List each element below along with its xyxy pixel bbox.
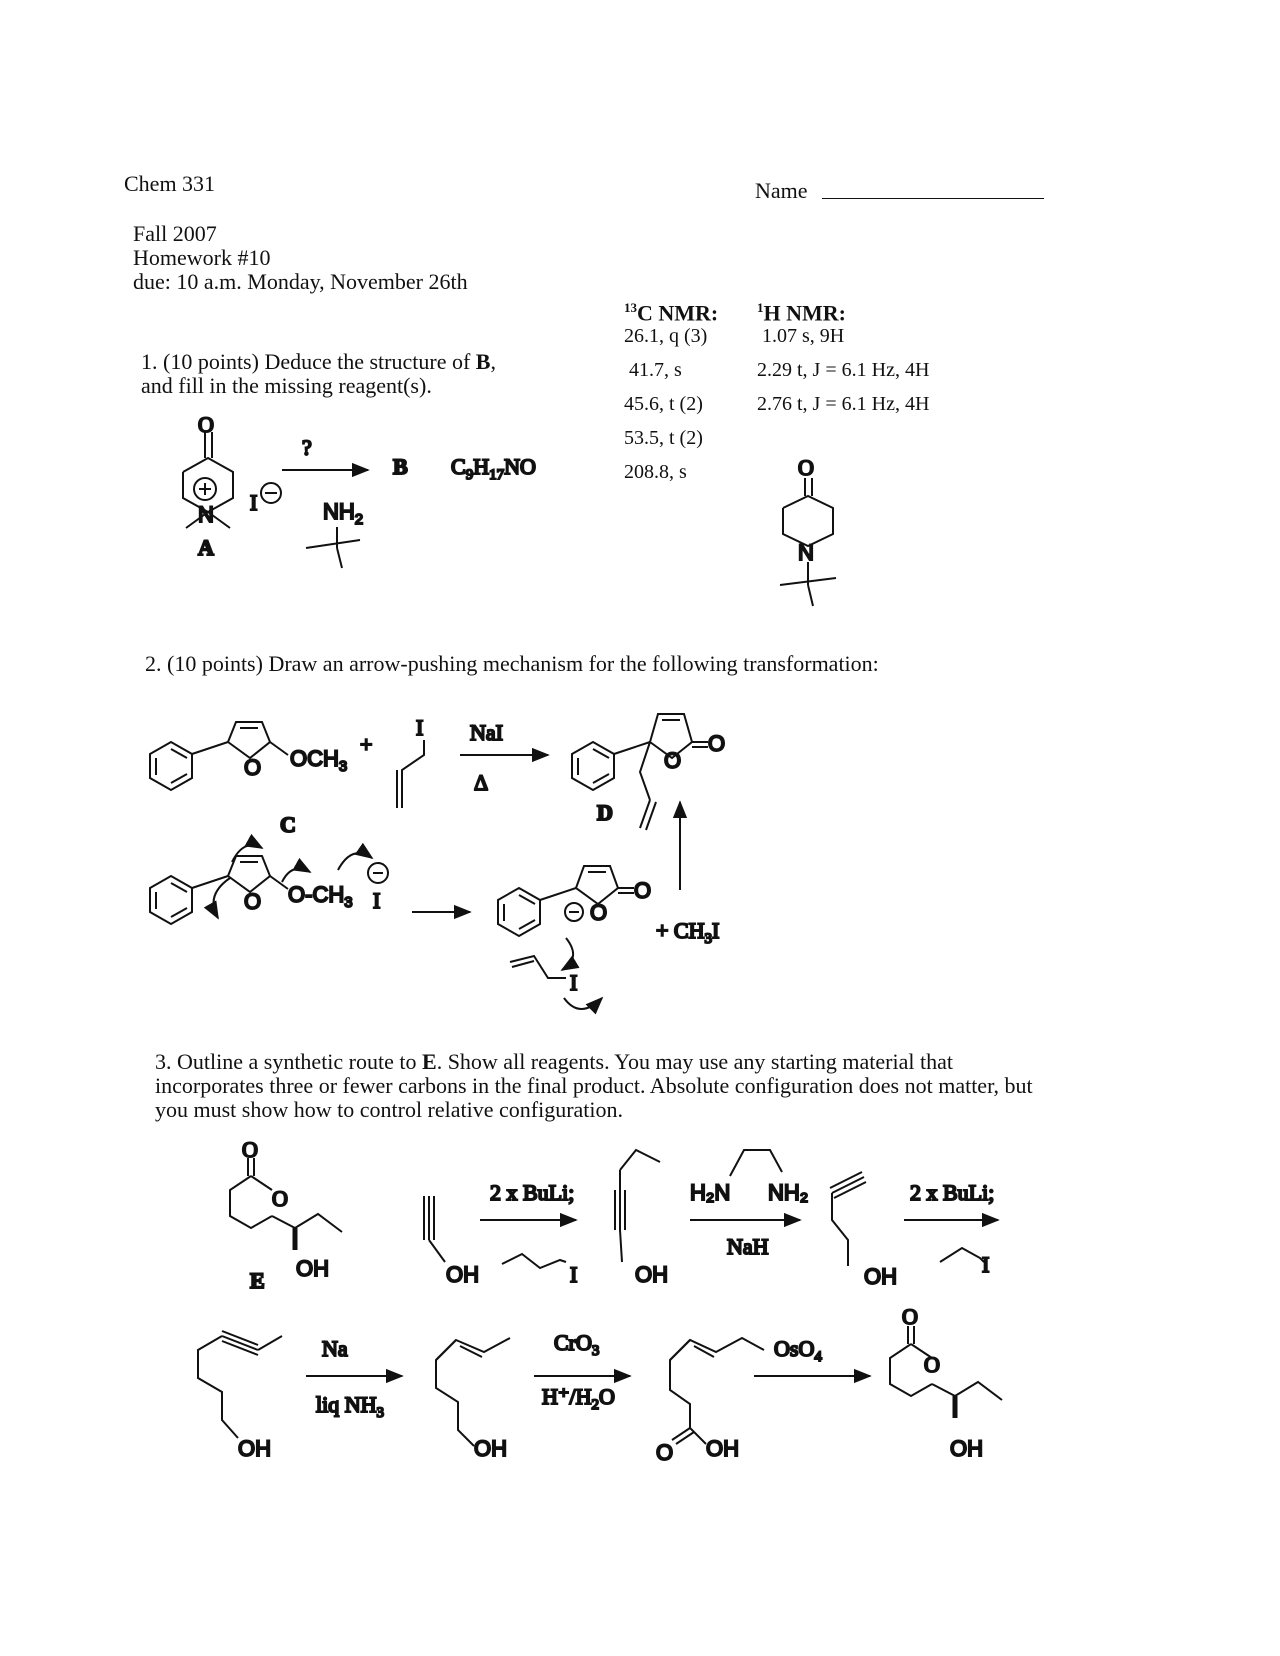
methoxy-group: $OCH_3$ bbox=[290, 746, 348, 775]
mechanism-iodide: I bbox=[373, 888, 381, 913]
heat-symbol: Δ bbox=[474, 770, 489, 795]
q1-missing-reagent: ? bbox=[302, 435, 312, 460]
c13-peak: 53.5, t (2) bbox=[624, 427, 703, 449]
step5-reagent-bottom: $H^+/H_2O$ bbox=[542, 1384, 615, 1413]
molecular-formula: $C_9H_{17}NO$ bbox=[451, 454, 536, 483]
trans-oct-5-en-1-ol bbox=[436, 1338, 510, 1446]
hex-5-yn-1-ol bbox=[830, 1172, 866, 1266]
h1-nmr-title: $^1$H NMR: bbox=[757, 300, 846, 326]
product-b-label: B bbox=[393, 454, 408, 479]
propargyl-oh: OH bbox=[446, 1262, 479, 1287]
c13-peak: 45.6, t (2) bbox=[624, 393, 703, 415]
q2-prompt: 2. (10 points) Draw an arrow-pushing mechanism for the following transformation: bbox=[145, 651, 879, 676]
product-carbonyl-o: O bbox=[902, 1304, 918, 1329]
c13-nmr-title: $^{13}$C NMR: bbox=[624, 300, 719, 326]
term: Fall 2007 bbox=[133, 221, 217, 246]
octynol-oh: OH bbox=[238, 1436, 271, 1461]
oct-5-yn-1-ol bbox=[198, 1331, 282, 1438]
propyl-iodide bbox=[502, 1254, 566, 1268]
step4-reagent-bottom: liq $NH_3$ bbox=[316, 1392, 384, 1421]
propylenediamine-chain bbox=[730, 1150, 782, 1176]
mechanism-furan-ring bbox=[192, 856, 288, 892]
mechanism-phenyl-ring bbox=[150, 876, 192, 924]
octenol-oh: OH bbox=[474, 1436, 507, 1461]
course-title: Chem 331 bbox=[124, 171, 216, 196]
diamine-right: NH₂ bbox=[768, 1180, 809, 1205]
tert-butyl-group bbox=[306, 527, 360, 568]
step1-reagent: 2 x BuLi; bbox=[490, 1180, 575, 1205]
h1-peak: 1.07 s, 9H bbox=[762, 325, 845, 347]
acid-oh: OH bbox=[706, 1436, 739, 1461]
step5-reagent-top: CrO$_3$ bbox=[554, 1330, 600, 1359]
intermediate-enolate-ring bbox=[540, 866, 634, 904]
nai-reagent: NaI bbox=[470, 720, 503, 745]
ethyl-iodide bbox=[940, 1248, 984, 1262]
mechanism-furan-o: O bbox=[244, 889, 262, 914]
answer-carbonyl-o: O bbox=[798, 455, 814, 480]
step3-reagent: 2 x BuLi; bbox=[910, 1180, 995, 1205]
h1-peak: 2.29 t, J = 6.1 Hz, 4H bbox=[757, 359, 930, 381]
butenolide-ring-d bbox=[614, 714, 708, 830]
iodide-counterion: I bbox=[250, 490, 258, 515]
step6-reagent: OsO$_4$ bbox=[774, 1336, 822, 1365]
lactone-carbonyl-o: O bbox=[708, 731, 726, 756]
due-date: due: 10 a.m. Monday, November 26th bbox=[133, 269, 468, 294]
product-ring-o: O bbox=[924, 1352, 940, 1377]
c13-peak: 41.7, s bbox=[629, 359, 682, 381]
furan-oxygen: O bbox=[244, 755, 262, 780]
phenyl-ring-c bbox=[150, 742, 192, 790]
allyl-iodide bbox=[397, 740, 424, 808]
e-carbonyl-o: O bbox=[242, 1137, 258, 1162]
methyl-iodide-byproduct: + $CH_3I$ bbox=[656, 918, 720, 947]
phenyl-ring-d bbox=[572, 742, 614, 790]
label-c: C bbox=[280, 812, 296, 837]
e-hydroxyl: OH bbox=[296, 1256, 329, 1281]
step4-reagent-top: Na bbox=[322, 1336, 348, 1361]
allyl-iodide-i: I bbox=[416, 715, 424, 740]
allyl-iodide-i-mech: I bbox=[570, 970, 578, 995]
trans-oct-5-enoic-acid bbox=[670, 1338, 764, 1444]
label-e: E bbox=[250, 1268, 265, 1293]
terminal-alkyne-oh: OH bbox=[864, 1264, 897, 1289]
e-ring-o: O bbox=[272, 1186, 288, 1211]
acid-carbonyl-o: O bbox=[656, 1440, 674, 1465]
carbonyl-o: O bbox=[198, 412, 214, 437]
h1-peak: 2.76 t, J = 6.1 Hz, 4H bbox=[757, 393, 930, 415]
label-d: D bbox=[597, 800, 613, 825]
tert-butylamine-label: $NH_2$ bbox=[323, 499, 364, 528]
step2-base: NaH bbox=[727, 1234, 769, 1259]
enolate-carbonyl-o: O bbox=[634, 878, 652, 903]
label-a: A bbox=[198, 535, 214, 560]
q3-prompt-line2: incorporates three or fewer carbons in the final product. Absolute configuration does not matter, but bbox=[155, 1073, 1033, 1098]
hexynol-oh: OH bbox=[635, 1262, 668, 1287]
step3-iodide: I bbox=[982, 1252, 990, 1277]
step1-iodide: I bbox=[570, 1262, 578, 1287]
propargyl-alcohol bbox=[424, 1196, 445, 1262]
name-label: Name bbox=[755, 178, 808, 203]
c13-peak: 26.1, q (3) bbox=[624, 325, 708, 347]
q3-prompt-line1: 3. Outline a synthetic route to E. Show all reagents. You may use any starting material that bbox=[155, 1049, 953, 1074]
ammonium-n: N bbox=[198, 502, 214, 527]
furan-ring-c bbox=[192, 722, 288, 758]
mechanism-o-ch3: $O-CH_3$ bbox=[288, 882, 353, 911]
homework-number: Homework #10 bbox=[133, 245, 271, 270]
lactone-ring-oxygen: O bbox=[664, 748, 682, 773]
q3-prompt-line3: you must show how to control relative configuration. bbox=[155, 1097, 624, 1122]
q1-prompt-line1: 1. (10 points) Deduce the structure of B, bbox=[141, 349, 496, 374]
c13-peak: 208.8, s bbox=[624, 461, 687, 483]
answer-nitrogen: N bbox=[798, 540, 814, 565]
intermediate-phenyl-ring bbox=[498, 888, 540, 936]
q1-prompt-line2: and fill in the missing reagent(s). bbox=[141, 373, 432, 398]
final-lactone-product bbox=[890, 1326, 1002, 1418]
diamine-left: H₂N bbox=[690, 1180, 731, 1205]
allyl-iodide-mechanism bbox=[510, 938, 602, 1009]
product-hydroxyl: OH bbox=[950, 1436, 983, 1461]
enolate-oxygen: O bbox=[590, 900, 608, 925]
plus-sign: + bbox=[360, 732, 373, 757]
hex-3-yn-1-ol bbox=[615, 1150, 660, 1262]
